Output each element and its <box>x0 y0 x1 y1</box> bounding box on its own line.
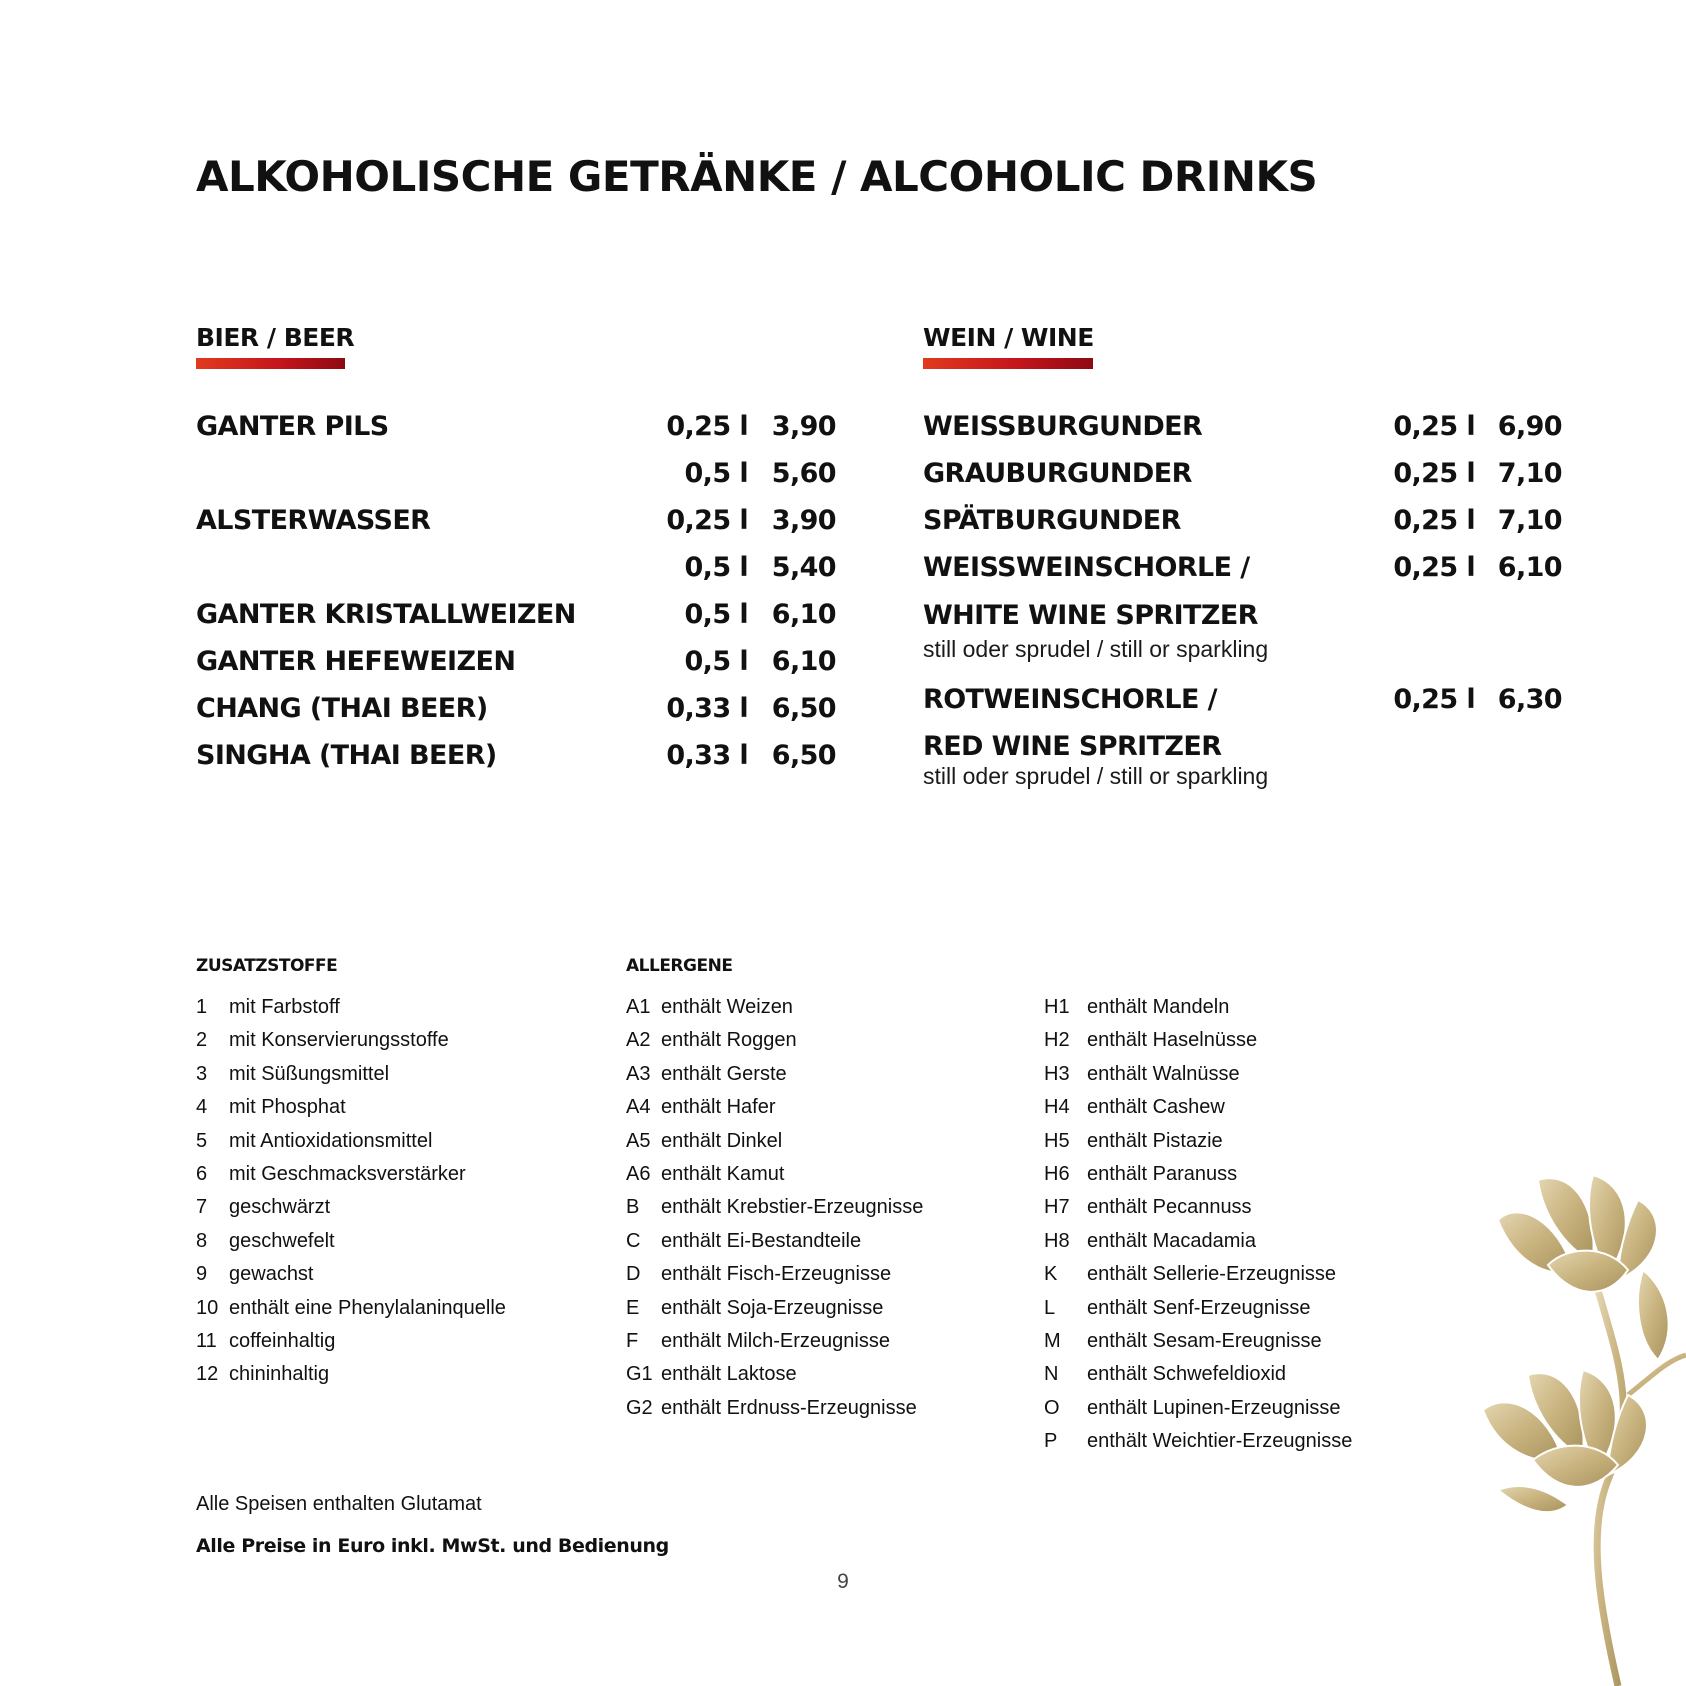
wine-item-row <box>923 730 1562 764</box>
beer-item-row <box>196 645 836 679</box>
beer-item-quantity: 0,33 l <box>666 740 748 771</box>
beer-item-price: 5,40 <box>771 552 836 583</box>
allergen-item-code: A1 <box>626 996 651 1018</box>
additive-item-text: mit Phosphat <box>229 1096 346 1119</box>
allergen-item-text: enthält Schwefeldioxid <box>1087 1363 1287 1386</box>
allergen-item <box>626 1228 1046 1254</box>
allergen-item <box>626 994 1046 1020</box>
additive-item-code: 1 <box>196 996 208 1018</box>
beer-item-name: GANTER KRISTALLWEIZEN <box>196 599 576 630</box>
allergen-item-text: enthält Macadamia <box>1087 1229 1256 1252</box>
allergen-item-text: enthält Gerste <box>661 1062 787 1085</box>
allergen-item-text: enthält Weichtier-Erzeugnisse <box>1087 1430 1353 1453</box>
wine-item-row <box>923 551 1562 585</box>
additive-item-code: 5 <box>196 1129 208 1152</box>
allergen-item <box>626 1395 1046 1421</box>
allergen-item-text: enthält Cashew <box>1087 1096 1225 1119</box>
allergen-item <box>626 1094 1046 1120</box>
allergen-item <box>626 1261 1046 1287</box>
allergen-item <box>1044 1161 1464 1187</box>
wine-item-quantity: 0,25 l <box>1393 458 1475 489</box>
beer-item-price: 3,90 <box>771 411 836 442</box>
allergen-item-code: O <box>1044 1396 1060 1419</box>
allergen-item-text: enthält Lupinen-Erzeugnisse <box>1087 1396 1341 1419</box>
additive-item-text: gewachst <box>229 1263 314 1286</box>
additive-item-code: 2 <box>196 1029 208 1052</box>
allergen-item <box>1044 1194 1464 1220</box>
allergen-item-text: enthält Dinkel <box>661 1129 783 1152</box>
beer-item-price: 6,50 <box>771 693 836 724</box>
allergen-item-code: H2 <box>1044 1029 1070 1052</box>
beer-item-quantity: 0,5 l <box>684 646 748 677</box>
additive-item-text: enthält eine Phenylalaninquelle <box>229 1296 506 1319</box>
allergen-item-text: enthält Pistazie <box>1087 1129 1223 1152</box>
allergen-item <box>1044 1027 1464 1053</box>
wine-item-name: WEISSBURGUNDER <box>923 411 1203 442</box>
additive-item-code: 4 <box>196 1096 208 1119</box>
allergen-item-code: N <box>1044 1363 1059 1386</box>
wine-item-name: ROTWEINSCHORLE / <box>923 684 1217 715</box>
allergen-item <box>1044 1361 1464 1387</box>
allergen-item-text: enthält Pecannuss <box>1087 1196 1252 1219</box>
beer-item-price: 6,50 <box>771 740 836 771</box>
additive-item <box>196 1128 616 1154</box>
allergen-item-text: enthält Paranuss <box>1087 1163 1238 1185</box>
wine-item-row <box>923 599 1562 633</box>
additive-item-code: 9 <box>196 1263 208 1286</box>
additive-item-code: 7 <box>196 1196 208 1219</box>
allergen-item <box>1044 1128 1464 1154</box>
allergen-item-code: K <box>1044 1263 1058 1286</box>
beer-item-row <box>196 739 836 773</box>
prices-note: Alle Preise in Euro inkl. MwSt. und Bedienung <box>196 1535 669 1557</box>
wine-item-price: 6,10 <box>1497 552 1562 583</box>
glutamat-note: Alle Speisen enthalten Glutamat <box>196 1493 482 1515</box>
additive-item-code: 8 <box>196 1229 208 1252</box>
allergen-item-code: H6 <box>1044 1163 1070 1185</box>
beer-item-quantity: 0,5 l <box>684 458 748 489</box>
allergen-item-text: enthält Kamut <box>661 1163 785 1185</box>
additive-item <box>196 1228 616 1254</box>
additive-item-text: mit Antioxidationsmittel <box>229 1129 433 1152</box>
allergen-item-code: A4 <box>626 1096 651 1119</box>
wine-note-white: still oder sprudel / still or sparkling <box>923 636 1269 662</box>
allergen-item-code: A6 <box>626 1163 651 1185</box>
allergen-item-text: enthält Hafer <box>661 1096 776 1119</box>
beer-item-price: 3,90 <box>771 505 836 536</box>
allergen-item-code: H7 <box>1044 1196 1070 1219</box>
additive-item-text: geschwärzt <box>229 1196 331 1219</box>
allergen-item-code: C <box>626 1229 641 1252</box>
beer-heading-underline <box>196 358 345 369</box>
additive-item-code: 3 <box>196 1062 208 1085</box>
wine-item-name: WHITE WINE SPRITZER <box>923 600 1258 631</box>
wine-item-name: SPÄTBURGUNDER <box>923 505 1181 536</box>
beer-item-row <box>196 504 836 538</box>
beer-item-row <box>196 457 836 491</box>
allergen-item <box>626 1328 1046 1354</box>
additive-item-code: 6 <box>196 1163 208 1185</box>
beer-item-price: 5,60 <box>771 458 836 489</box>
allergen-item-code: A3 <box>626 1062 651 1085</box>
allergen-item-code: A5 <box>626 1129 651 1152</box>
additive-item <box>196 1194 616 1220</box>
beer-item-row <box>196 410 836 444</box>
allergen-item <box>626 1128 1046 1154</box>
wine-item-price: 6,30 <box>1497 684 1562 715</box>
allergen-item <box>1044 1328 1464 1354</box>
allergen-item <box>1044 1261 1464 1287</box>
allergen-item <box>1044 994 1464 1020</box>
wine-item-row <box>923 683 1562 717</box>
allergen-item <box>626 1027 1046 1053</box>
allergen-item <box>626 1295 1046 1321</box>
additive-item <box>196 994 616 1020</box>
wine-item-row <box>923 457 1562 491</box>
additive-item-text: mit Konservierungsstoffe <box>229 1029 449 1052</box>
allergen-item-code: H5 <box>1044 1129 1070 1152</box>
beer-item-quantity: 0,5 l <box>684 552 748 583</box>
allergen-item-code: A2 <box>626 1029 651 1052</box>
additive-item-text: coffeinhaltig <box>229 1330 336 1352</box>
allergen-item-text: enthält Krebstier-Erzeugnisse <box>661 1196 924 1219</box>
additive-item <box>196 1261 616 1287</box>
lotus-flower-icon <box>1478 1160 1686 1686</box>
wine-item-price: 7,10 <box>1497 458 1562 489</box>
allergen-item-code: H8 <box>1044 1229 1070 1252</box>
additive-item <box>196 1295 616 1321</box>
additive-item-text: geschwefelt <box>229 1229 335 1252</box>
beer-item-quantity: 0,25 l <box>666 411 748 442</box>
allergen-item <box>626 1061 1046 1087</box>
beer-item-quantity: 0,33 l <box>666 693 748 724</box>
allergen-item-text: enthält Sellerie-Erzeugnisse <box>1087 1263 1337 1286</box>
allergen-item <box>1044 1228 1464 1254</box>
allergen-item-text: enthält Erdnuss-Erzeugnisse <box>661 1396 917 1419</box>
additives-heading: ZUSATZSTOFFE <box>196 956 338 976</box>
additive-item <box>196 1328 616 1354</box>
allergen-item-code: B <box>626 1196 640 1219</box>
beer-item-name: GANTER PILS <box>196 411 389 442</box>
additive-item-text: chininhaltig <box>229 1363 330 1386</box>
allergen-item <box>1044 1061 1464 1087</box>
allergen-item-text: enthält Haselnüsse <box>1087 1029 1258 1052</box>
allergen-item-code: G2 <box>626 1396 653 1419</box>
beer-item-price: 6,10 <box>771 599 836 630</box>
wine-item-price: 7,10 <box>1497 505 1562 536</box>
allergen-item-text: enthält Milch-Erzeugnisse <box>661 1330 890 1352</box>
page-number: 9 <box>837 1570 849 1593</box>
wine-item-name: RED WINE SPRITZER <box>923 731 1222 762</box>
beer-heading: BIER / BEER <box>196 323 355 352</box>
allergen-item-text: enthält Mandeln <box>1087 996 1230 1018</box>
allergen-item-text: enthält Ei-Bestandteile <box>661 1229 862 1252</box>
beer-item-row <box>196 598 836 632</box>
additive-item-text: mit Geschmacksverstärker <box>229 1163 466 1185</box>
allergen-item <box>626 1194 1046 1220</box>
allergen-item-code: H1 <box>1044 996 1070 1018</box>
allergen-item <box>1044 1295 1464 1321</box>
wine-note-red: still oder sprudel / still or sparkling <box>923 763 1269 789</box>
allergen-item-code: D <box>626 1263 641 1286</box>
allergen-item-text: enthält Walnüsse <box>1087 1062 1240 1085</box>
beer-item-name: ALSTERWASSER <box>196 505 431 536</box>
additive-item-code: 11 <box>196 1330 217 1352</box>
additive-item <box>196 1094 616 1120</box>
allergen-item-code: E <box>626 1296 640 1319</box>
allergen-item-text: enthält Soja-Erzeugnisse <box>661 1296 884 1319</box>
beer-item-quantity: 0,5 l <box>684 599 748 630</box>
allergen-item-text: enthält Fisch-Erzeugnisse <box>661 1263 892 1286</box>
allergen-item <box>626 1161 1046 1187</box>
wine-item-name: WEISSWEINSCHORLE / <box>923 552 1250 583</box>
wine-item-quantity: 0,25 l <box>1393 552 1475 583</box>
additive-item-code: 12 <box>196 1363 219 1386</box>
wine-item-row <box>923 504 1562 538</box>
allergen-item-text: enthält Senf-Erzeugnisse <box>1087 1296 1311 1319</box>
wine-item-quantity: 0,25 l <box>1393 505 1475 536</box>
wine-heading-underline <box>923 358 1093 369</box>
allergen-item-text: enthält Roggen <box>661 1029 797 1052</box>
additive-item <box>196 1161 616 1187</box>
allergen-item-code: G1 <box>626 1363 653 1386</box>
allergen-item <box>1044 1428 1464 1454</box>
additive-item-text: mit Süßungsmittel <box>229 1062 390 1085</box>
wine-item-row <box>923 410 1562 444</box>
allergen-item <box>1044 1395 1464 1421</box>
wine-item-price: 6,90 <box>1497 411 1562 442</box>
page-title: ALKOHOLISCHE GETRÄNKE / ALCOHOLIC DRINKS <box>196 152 1318 201</box>
additive-item <box>196 1361 616 1387</box>
beer-item-row <box>196 551 836 585</box>
allergen-item-code: M <box>1044 1330 1061 1352</box>
wine-item-quantity: 0,25 l <box>1393 684 1475 715</box>
additive-item <box>196 1027 616 1053</box>
allergen-item-text: enthält Sesam-Ereugnisse <box>1087 1330 1322 1352</box>
beer-item-price: 6,10 <box>771 646 836 677</box>
beer-item-quantity: 0,25 l <box>666 505 748 536</box>
wine-heading: WEIN / WINE <box>923 323 1094 352</box>
allergen-item-code: P <box>1044 1430 1058 1453</box>
beer-item-row <box>196 692 836 726</box>
allergen-item-code: F <box>626 1330 639 1352</box>
additive-item-code: 10 <box>196 1296 219 1319</box>
allergens-heading: ALLERGENE <box>626 956 733 976</box>
additive-item-text: mit Farbstoff <box>229 996 340 1018</box>
additive-item <box>196 1061 616 1087</box>
wine-item-name: GRAUBURGUNDER <box>923 458 1192 489</box>
allergen-item-code: L <box>1044 1296 1056 1319</box>
allergen-item-text: enthält Laktose <box>661 1363 797 1386</box>
beer-item-name: GANTER HEFEWEIZEN <box>196 646 516 677</box>
allergen-item-text: enthält Weizen <box>661 996 793 1018</box>
allergen-item-code: H4 <box>1044 1096 1070 1119</box>
beer-item-name: SINGHA (THAI BEER) <box>196 740 497 771</box>
beer-item-name: CHANG (THAI BEER) <box>196 693 488 724</box>
allergen-item <box>626 1361 1046 1387</box>
allergen-item-code: H3 <box>1044 1062 1070 1085</box>
wine-item-quantity: 0,25 l <box>1393 411 1475 442</box>
allergen-item <box>1044 1094 1464 1120</box>
